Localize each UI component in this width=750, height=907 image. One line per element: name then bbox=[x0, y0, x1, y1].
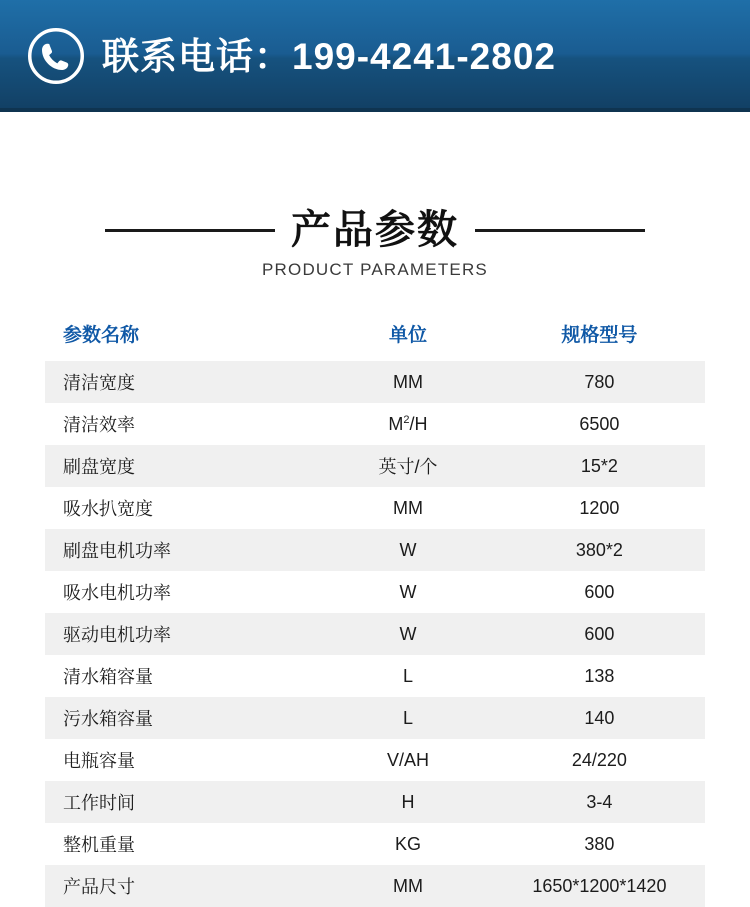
table-row bbox=[45, 655, 705, 697]
cell-param-name: 电瓶容量 bbox=[63, 751, 135, 771]
cell-spec: 380*2 bbox=[575, 539, 623, 560]
table-row bbox=[45, 739, 705, 781]
cell-spec: 3-4 bbox=[586, 791, 613, 812]
cell-param-name: 清洁效率 bbox=[63, 415, 135, 435]
unit-superscript: 2 bbox=[403, 413, 410, 426]
cell-spec: 24/220 bbox=[571, 749, 627, 770]
phone-icon bbox=[28, 28, 84, 84]
cell-unit: MM bbox=[392, 875, 423, 896]
cell-spec: 15*2 bbox=[580, 455, 618, 476]
table-row bbox=[45, 403, 705, 445]
cell-spec: 1650*1200*1420 bbox=[532, 875, 667, 896]
cell-unit: W bbox=[399, 623, 417, 644]
title-rule-left bbox=[105, 229, 275, 232]
cell-param-name: 工作时间 bbox=[63, 793, 135, 813]
table-row bbox=[45, 445, 705, 487]
cell-spec: 1200 bbox=[579, 497, 620, 518]
header-spec: 规格型号 bbox=[561, 325, 638, 346]
cell-param-name: 刷盘电机功率 bbox=[63, 541, 171, 561]
title-english: PRODUCT PARAMETERS bbox=[262, 260, 488, 279]
cell-param-name: 驱动电机功率 bbox=[63, 625, 171, 645]
table-header bbox=[45, 314, 705, 361]
cell-spec: 138 bbox=[584, 665, 615, 686]
cell-param-name: 清洁宽度 bbox=[63, 373, 135, 393]
cell-unit: 英寸/个 bbox=[378, 457, 438, 477]
table-row bbox=[45, 487, 705, 529]
cell-unit: L bbox=[402, 665, 413, 686]
cell-param-name: 整机重量 bbox=[63, 835, 135, 855]
contact-phone-text: 联系电话：199-4241-2802 bbox=[102, 35, 556, 77]
cell-unit: KG bbox=[394, 833, 421, 854]
cell-spec: 6500 bbox=[579, 413, 620, 434]
parameters-table-wrapper bbox=[45, 314, 705, 907]
cell-param-name: 产品尺寸 bbox=[63, 877, 135, 897]
table-row bbox=[45, 613, 705, 655]
section-title bbox=[0, 208, 750, 280]
cell-unit: H bbox=[401, 791, 415, 812]
contact-banner bbox=[0, 0, 750, 112]
title-row bbox=[0, 208, 750, 252]
table-row bbox=[45, 865, 705, 907]
parameters-table bbox=[45, 314, 705, 907]
cell-spec: 600 bbox=[584, 623, 615, 644]
cell-unit: $M^2/H$ bbox=[388, 413, 428, 434]
cell-unit: W bbox=[399, 581, 417, 602]
header-param-name: 参数名称 bbox=[63, 325, 140, 346]
table-row bbox=[45, 571, 705, 613]
table-row bbox=[45, 361, 705, 403]
cell-spec: 140 bbox=[584, 707, 615, 728]
header-unit: 单位 bbox=[388, 325, 427, 346]
cell-param-name: 刷盘宽度 bbox=[63, 457, 135, 477]
cell-param-name: 吸水扒宽度 bbox=[63, 499, 153, 519]
table-row bbox=[45, 823, 705, 865]
cell-param-name: 污水箱容量 bbox=[63, 709, 153, 729]
cell-unit: MM bbox=[392, 371, 423, 392]
table-row bbox=[45, 697, 705, 739]
table-body bbox=[45, 361, 705, 907]
table-header-row bbox=[45, 314, 705, 361]
cell-spec: 780 bbox=[584, 371, 615, 392]
title-rule-right bbox=[475, 229, 645, 232]
cell-unit: L bbox=[402, 707, 413, 728]
cell-param-name: 清水箱容量 bbox=[63, 667, 153, 687]
table-row bbox=[45, 781, 705, 823]
cell-spec: 600 bbox=[584, 581, 615, 602]
cell-param-name: 吸水电机功率 bbox=[63, 583, 171, 603]
title-chinese: 产品参数 bbox=[291, 208, 459, 252]
cell-spec: 380 bbox=[584, 833, 615, 854]
cell-unit: MM bbox=[392, 497, 423, 518]
table-row bbox=[45, 529, 705, 571]
cell-unit: V/AH bbox=[386, 749, 429, 770]
cell-unit: W bbox=[399, 539, 417, 560]
